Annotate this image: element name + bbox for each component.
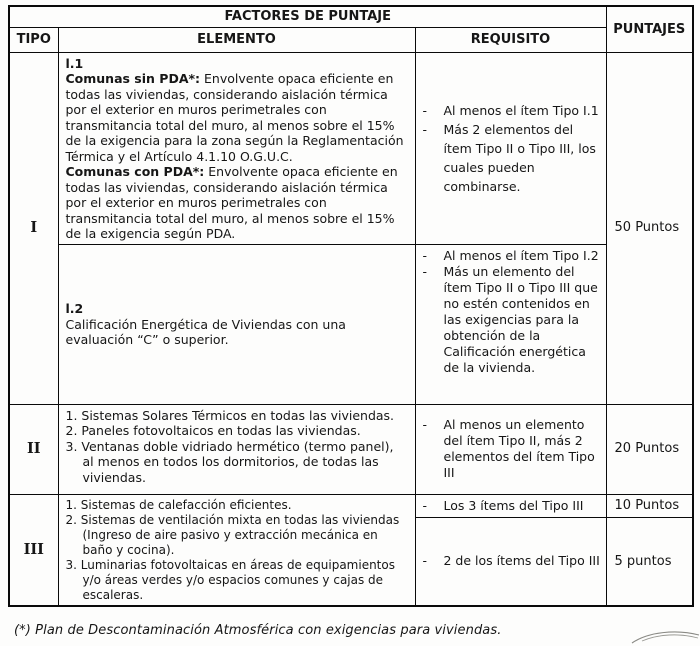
requisito-item — [423, 120, 602, 196]
requisito-item — [423, 498, 602, 514]
row-tipo-ii — [9, 404, 693, 494]
elemento-item: 2. Sistemas de ventilación mixta en todas las viviendas (Ingreso de aire pasivo y extracción mecánica en baño y cocina). — [65, 512, 400, 557]
score-factors-table — [8, 5, 694, 607]
elemento-item: 3. Luminarias fotovoltaicas en áreas de equipamientos y/o áreas verdes y/o espacios comunes y cajas de escaleras. — [65, 557, 395, 602]
cell-elemento-i1 — [58, 52, 415, 244]
cell-tipo-i: I — [9, 52, 58, 404]
elemento-i1-sin-pda — [66, 71, 409, 164]
requisito-item — [423, 553, 602, 569]
elemento-item: 1. Sistemas Solares Térmicos en todas las viviendas. — [65, 407, 395, 423]
cell-elemento-ii — [58, 404, 415, 494]
cell-elemento-iii — [58, 494, 415, 606]
requisito-text: 2 de los ítems del Tipo III — [443, 553, 600, 569]
elemento-i2-block — [66, 301, 409, 348]
con-pda-text: Envolvente opaca eficiente en todas las viviendas, considerando aislación térmica por el exterior en muros perimetrales con transmitancia total del muro, al menos sobre el 15% de la exigencia según PDA. — [65, 164, 398, 241]
column-header-puntajes: PUNTAJES — [606, 6, 693, 52]
header-row-title — [9, 6, 693, 27]
cell-puntaje-tipo-iii-b: 5 puntos — [606, 518, 693, 606]
cell-elemento-i2 — [58, 244, 415, 404]
cell-puntaje-tipo-i: 50 Puntos — [606, 52, 693, 404]
elemento-i2-text: Calificación Energética de Viviendas con una evaluación “C” o superior. — [65, 316, 346, 348]
footnote-pda-definition: (*) Plan de Descontaminación Atmosférica con exigencias para viviendas. — [14, 623, 502, 638]
dash-bullet: - — [422, 121, 428, 137]
elemento-item: 2. Paneles fotovoltaicos en todas las viviendas. — [65, 423, 361, 438]
elemento-code-i2: l.2 — [65, 301, 84, 317]
cell-requisito-iii-b — [415, 518, 606, 606]
sin-pda-label: Comunas sin PDA*: — [65, 71, 201, 86]
stamp-edge-mark — [628, 626, 700, 646]
dash-bullet: - — [422, 553, 428, 569]
row-tipo-i-2 — [9, 244, 693, 404]
cell-tipo-iii: III — [9, 494, 58, 606]
column-header-requisito: REQUISITO — [415, 27, 606, 52]
table-title: FACTORES DE PUNTAJE — [9, 6, 606, 27]
requisito-text: Más un elemento del ítem Tipo II o Tipo III que no estén contenidos en las exigencias para la obtención de la Calificación energética de la vivienda. — [443, 263, 598, 375]
requisito-item — [423, 248, 602, 264]
cell-requisito-i2 — [415, 244, 606, 404]
cell-requisito-i1 — [415, 52, 606, 244]
sin-pda-text: Envolvente opaca eficiente en todas las viviendas, considerando aislación térmica por el exterior en muros perimetrales con transmitancia total del muro, al menos sobre el 15% de la exigencia para la zona según la Reglamentación Térmica y el Artículo 4.1.10 O.G.U.C. — [65, 71, 404, 164]
requisito-text: Más 2 elementos del ítem Tipo II o Tipo III, los cuales pueden combinarse. — [443, 121, 596, 194]
cell-puntaje-tipo-iii-a: 10 Puntos — [606, 494, 693, 518]
elemento-item: 3. Ventanas doble vidriado hermético (termo panel), al menos en todos los dormitorios, de todas las viviendas. — [65, 438, 394, 485]
dash-bullet: - — [422, 247, 428, 263]
cell-requisito-iii-a — [415, 494, 606, 518]
dash-bullet: - — [422, 263, 428, 279]
requisito-item — [423, 101, 602, 120]
con-pda-label: Comunas con PDA*: — [65, 164, 205, 179]
elemento-item: 1. Sistemas de calefacción eficientes. — [65, 497, 292, 512]
row-tipo-iii-a — [9, 494, 693, 518]
row-tipo-i-1 — [9, 52, 693, 244]
column-header-tipo: TIPO — [9, 27, 58, 52]
dash-bullet: - — [422, 417, 428, 432]
requisito-text: Al menos un elemento del ítem Tipo II, más 2 elementos del ítem Tipo III — [443, 417, 595, 480]
column-header-elemento: ELEMENTO — [58, 27, 415, 52]
requisito-text: Al menos el ítem Tipo I.2 — [443, 247, 599, 263]
cell-requisito-ii — [415, 404, 606, 494]
dash-bullet: - — [422, 497, 428, 513]
header-row-columns — [9, 27, 693, 52]
dash-bullet: - — [422, 102, 428, 118]
requisito-item — [423, 264, 602, 376]
elemento-i1-con-pda — [66, 164, 409, 242]
cell-puntaje-tipo-ii: 20 Puntos — [606, 404, 693, 494]
elemento-code-i1: l.1 — [65, 55, 84, 71]
requisito-text: Los 3 ítems del Tipo III — [443, 497, 584, 513]
requisito-item — [423, 417, 602, 481]
cell-tipo-ii: II — [9, 404, 58, 494]
requisito-text: Al menos el ítem Tipo I.1 — [443, 102, 599, 118]
